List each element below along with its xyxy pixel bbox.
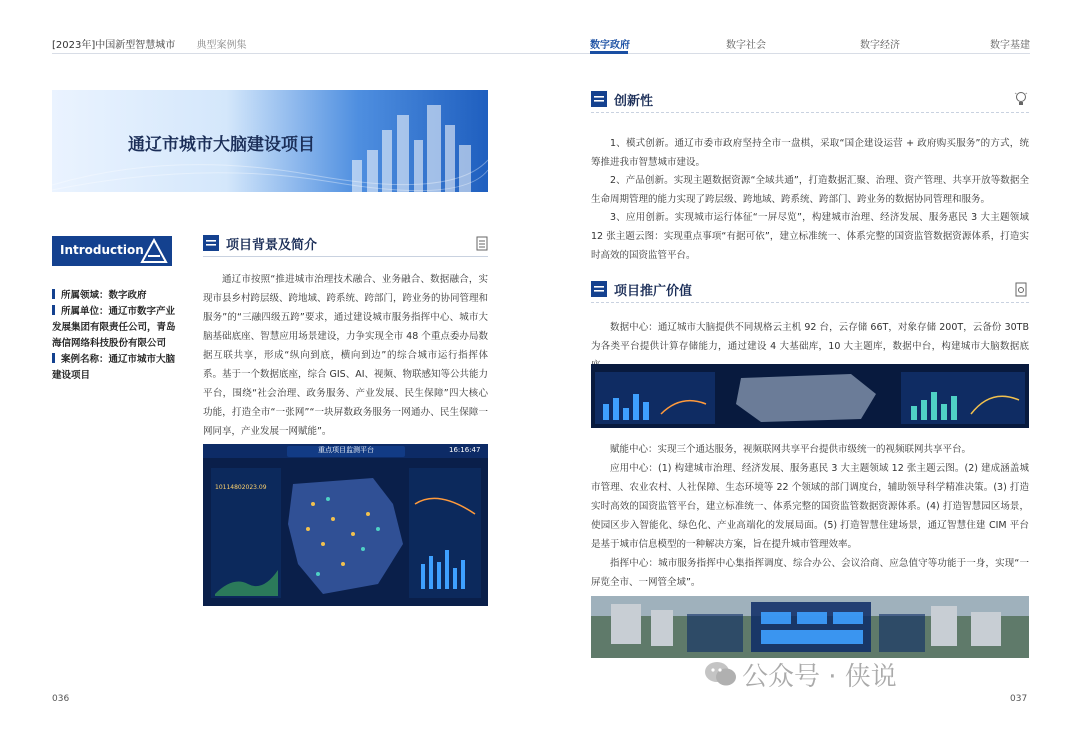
section-list-icon — [203, 235, 219, 251]
promotion-application-center: 应用中心：(1) 构建城市治理、经济发展、服务惠民 3 大主题领域 12 张主题云图。(2) 建成涵盖城市管理、农业农村、人社保障、生态环境等 22 个领域的部门调度台，辅助领导科学精准决策。(3) 打造实时高效的国资监管平台，建立标准统一、体系完整的国资监管数据资源体系。(4) 打造智慧园区场景，使园区步入智能化、绿色化、产业高端化的发展局面。(5) 打造智慧住建场景，通辽智慧住建 CIM 平台是基于城市信息模型的一种解决方案，旨在提升城市管理效率。 — [591, 463, 1029, 550]
promotion-command-center: 指挥中心：城市服务指挥中心集指挥调度、综合办公、会议洽商、应急值守等功能于一身，实现“一屏览全市、一网管全域”。 — [591, 558, 1029, 588]
nav-digital-government[interactable]: 数字政府 — [590, 40, 630, 51]
page-number-left: 036 — [52, 694, 70, 704]
dashboard-time: 16:16:47 — [449, 446, 481, 454]
section-title-innovation: 创新性 — [614, 94, 654, 109]
innovation-paragraph-2: 2、产品创新。实现主题数据资源“全域共通”，打造数据汇聚、治理、资产管理、共享开放等数据全生命周期管理的能力实现了跨层级、跨地域、跨系统、跨部门、跨业务的数据协同管理和服务。 — [591, 175, 1029, 205]
watermark-text: 公众号 · 侠说 — [742, 662, 897, 692]
introduction-label: Introduction — [60, 243, 144, 257]
innovation-paragraph-3: 3、应用创新。实现城市运行体征“一屏尽览”，构建城市治理、经济发展、服务惠民 3 大主题领域 12 张主题云图：实现重点事项“有据可依”，建立标准统一、体系完整的国资监管数据资源体系，打造实时高效的国资监管平台。 — [591, 212, 1029, 261]
book-subtitle: 典型案例集 — [196, 40, 247, 51]
section-title-background: 项目背景及简介 — [226, 238, 318, 253]
wechat-logo-icon — [704, 660, 738, 688]
meta-bullet — [52, 353, 55, 363]
meta-case-name: 案例名称：通辽市城市大脑建设项目 — [52, 354, 176, 381]
section-list-icon — [591, 91, 607, 107]
nav-active-indicator — [590, 51, 628, 54]
dashboard-total-value: 10114802023.09 — [215, 484, 267, 491]
meta-domain: 所属领域：数字政府 — [52, 288, 182, 304]
nav-digital-society[interactable]: 数字社会 — [726, 40, 766, 51]
section-title-promotion: 项目推广价值 — [614, 284, 693, 299]
command-center-aerial-screen — [591, 596, 1029, 658]
meta-bullet — [52, 289, 55, 299]
book-header — [52, 36, 246, 51]
meta-unit: 所属单位：通辽市数字产业发展集团有限责任公司，青岛海信网络科技股份有限公司 — [52, 306, 176, 349]
lightbulb-icon — [1014, 91, 1028, 107]
page-number-right: 037 — [1010, 694, 1028, 704]
promotion-enable-center: 赋能中心：实现三个通达服务，视频联网共享平台提供市级统一的视频联网共享平台。 — [610, 444, 972, 455]
section-list-icon — [591, 281, 607, 297]
city-brain-data-screen — [591, 364, 1029, 428]
banner-title: 通辽市城市大脑建设项目 — [128, 135, 315, 155]
promotion-data-center: 数据中心：通辽城市大脑提供不同规格云主机 92 台，云存储 66T，对象存储 200T，云备份 30TB 为各类平台提供计算存储能力，通过建设 4 大基础库，10 大主题库，数据中台，构建城市大脑数据底 — [591, 322, 1029, 352]
background-paragraph: 通辽市按照“推进城市治理技术融合、业务融合、数据融合，实现市县乡村跨层级、跨地域、跨系统、跨部门，跨业务的协同管理和服务”的“三融四级五跨”要求，通过建设城市服务指挥中心、城市大脑基础底座、智慧应用场景建设，力争实现全市 48 个重点委办局数据互联共享，形成“纵向到底，横向到边”的综合城市运行指挥体系。基于一个数据底座，综合 GIS、AI、视频、物联感知等公共能力平台，围绕“社会治理、政务服务、产业发展、民生保障”四大核心功能，打造全市“一张网”“一块屏数政务服务一网通办、民生保障一网同享，产业发展一网赋能”。 — [203, 274, 489, 437]
innovation-paragraph-1: 1、模式创新。通辽市委市政府坚持全市一盘棋，采取“国企建设运营 + 政府购买服务”的方式，统筹推进我市智慧城市建设。 — [591, 138, 1029, 168]
section-divider — [591, 302, 1029, 303]
header-divider — [52, 53, 1030, 54]
section-divider — [203, 256, 488, 257]
monitoring-dashboard-screenshot — [203, 444, 488, 606]
document-icon — [476, 236, 488, 251]
introduction-emblem-icon — [140, 238, 168, 264]
dashboard-title: 重点项目监测平台 — [318, 446, 374, 454]
book-title: [2023年]中国新型智慧城市 — [52, 40, 176, 51]
nav-digital-economy[interactable]: 数字经济 — [860, 40, 900, 51]
section-divider — [591, 112, 1029, 113]
meta-bullet — [52, 305, 55, 315]
report-icon — [1015, 282, 1027, 297]
nav-digital-infrastructure[interactable]: 数字基建 — [990, 40, 1030, 51]
